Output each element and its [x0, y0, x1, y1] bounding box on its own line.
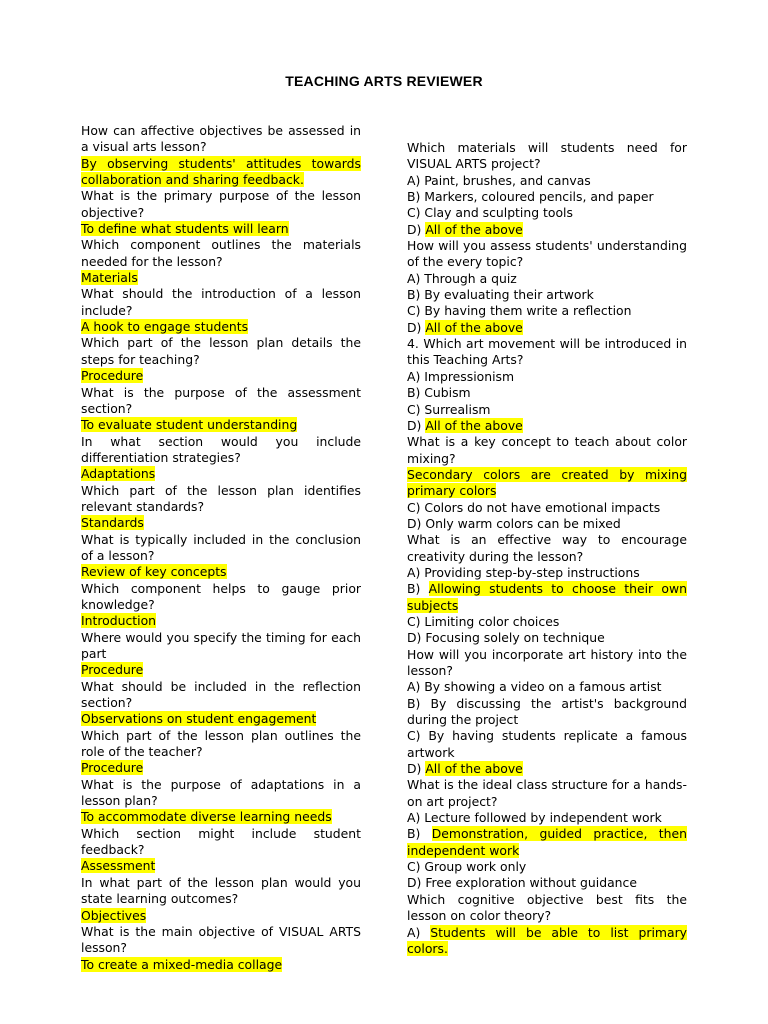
- option-line: [407, 222, 687, 238]
- question-text: Which component helps to gauge prior knowledge?: [81, 580, 361, 612]
- answer-highlight: Standards: [81, 515, 144, 531]
- answer-highlight: All of the above: [425, 221, 523, 237]
- option-line: [407, 925, 687, 958]
- answer-line: [81, 957, 361, 973]
- answer-highlight: Review of key concepts: [81, 564, 227, 580]
- answer-highlight: Introduction: [81, 613, 157, 629]
- option-line: C) Limiting color choices: [407, 613, 560, 629]
- question-text: Which part of the lesson plan identifies relevant standards?: [81, 482, 361, 514]
- answer-line: [81, 613, 361, 629]
- option-line: C) Surrealism: [407, 401, 491, 417]
- option-letter: D): [407, 417, 426, 433]
- answer-highlight: To define what students will learn: [81, 221, 289, 237]
- answer-line: [81, 319, 361, 335]
- option-line: A) Lecture followed by independent work: [407, 810, 662, 826]
- option-line: C) By having them write a reflection: [407, 303, 632, 319]
- question-text: Which component outlines the materials needed for the lesson?: [81, 237, 361, 269]
- option-line: A) By showing a video on a famous artist: [407, 679, 662, 695]
- question-text: Which part of the lesson plan details the steps for teaching?: [81, 335, 361, 367]
- option-line: C) Clay and sculpting tools: [407, 205, 573, 221]
- answer-line: [81, 564, 361, 580]
- question-text: How will you assess students' understanding of the every topic?: [407, 238, 687, 270]
- option-line: A) Impressionism: [407, 368, 515, 384]
- option-letter: A): [407, 924, 431, 940]
- answer-line: [81, 515, 361, 531]
- answer-highlight: Students will be able to list primary colors.: [407, 924, 688, 956]
- question-text: Which cognitive objective best fits the lesson on color theory?: [407, 891, 687, 924]
- question-text: What is typically included in the conclusion of a lesson?: [81, 531, 361, 563]
- option-line: [407, 320, 687, 336]
- answer-line: [81, 270, 361, 286]
- option-line: B) By evaluating their artwork: [407, 287, 594, 303]
- question-text: Which section might include student feedback?: [81, 825, 361, 858]
- option-line: A) Through a quiz: [407, 270, 517, 286]
- question-text: 4. Which art movement will be introduced in this Teaching Arts?: [407, 336, 687, 368]
- answer-highlight: To accommodate diverse learning needs: [81, 809, 332, 825]
- answer-line: [81, 760, 361, 776]
- answer-highlight: To create a mixed-media collage: [81, 956, 283, 972]
- right-column: [407, 140, 687, 957]
- document-title: TEACHING ARTS REVIEWER: [285, 73, 483, 89]
- question-text: What is the primary purpose of the lesson objective?: [81, 188, 361, 220]
- question-text: What should be included in the reflection section?: [81, 678, 361, 711]
- answer-highlight: Objectives: [81, 907, 147, 923]
- option-line: B) Markers, coloured pencils, and paper: [407, 189, 654, 205]
- question-text: In what part of the lesson plan would you state learning outcomes?: [81, 874, 361, 907]
- answer-line: [81, 368, 361, 384]
- question-text: How will you incorporate art history into the lesson?: [407, 646, 687, 678]
- option-line: [407, 418, 687, 434]
- left-column: [81, 123, 361, 973]
- option-line: B) Cubism: [407, 385, 471, 401]
- answer-highlight: Procedure: [81, 662, 144, 678]
- answer-line: [81, 908, 361, 924]
- answer-highlight: By observing students' attitudes towards collaboration and sharing feedback.: [81, 155, 361, 188]
- question-text: Which materials will students need for VISUAL ARTS project?: [407, 140, 687, 172]
- answer-highlight: All of the above: [425, 319, 523, 335]
- question-text: What is the purpose of the assessment section?: [81, 384, 361, 416]
- question-text: What is a key concept to teach about color mixing?: [407, 434, 687, 466]
- option-line: D) Only warm colors can be mixed: [407, 515, 621, 531]
- answer-highlight: Materials: [81, 270, 138, 286]
- option-line: D) Focusing solely on technique: [407, 630, 605, 646]
- option-line: [407, 761, 687, 777]
- option-line: C) By having students replicate a famous artwork: [407, 728, 687, 760]
- answer-line: [81, 417, 361, 433]
- question-text: What should the introduction of a lesson include?: [81, 286, 361, 318]
- option-line: [407, 467, 687, 500]
- answer-highlight: All of the above: [425, 417, 523, 433]
- option-letter: D): [407, 221, 426, 237]
- question-text: What is the ideal class structure for a hands-on art project?: [407, 777, 687, 809]
- question-text: What is the purpose of adaptations in a lesson plan?: [81, 776, 361, 809]
- option-letter: B): [407, 581, 429, 597]
- answer-highlight: Procedure: [81, 760, 144, 776]
- question-text: Which part of the lesson plan outlines the role of the teacher?: [81, 727, 361, 760]
- answer-highlight: A hook to engage students: [81, 319, 249, 335]
- answer-line: [81, 858, 361, 874]
- option-line: C) Group work only: [407, 859, 527, 875]
- answer-highlight: Secondary colors are created by mixing primary colors: [407, 466, 687, 499]
- answer-highlight: Procedure: [81, 368, 144, 384]
- answer-highlight: Adaptations: [81, 466, 156, 482]
- question-text: What is the main objective of VISUAL ARTS lesson?: [81, 923, 361, 956]
- option-line: A) Paint, brushes, and canvas: [407, 172, 591, 188]
- answer-highlight: Assessment: [81, 858, 156, 874]
- option-letter: D): [407, 761, 426, 777]
- answer-line: [81, 466, 361, 482]
- answer-line: [81, 662, 361, 678]
- answer-highlight: Demonstration, guided practice, then independent work: [407, 826, 687, 858]
- option-letter: D): [407, 319, 426, 335]
- option-letter: B): [407, 826, 432, 842]
- answer-highlight: Allowing students to choose their own subjects: [407, 581, 687, 613]
- answer-highlight: To evaluate student understanding: [81, 417, 298, 433]
- option-line: [407, 581, 687, 614]
- answer-highlight: All of the above: [425, 761, 523, 777]
- answer-highlight: Observations on student engagement: [81, 711, 317, 727]
- answer-line: [81, 711, 361, 727]
- option-line: [407, 826, 687, 859]
- question-text: In what section would you include differentiation strategies?: [81, 433, 361, 465]
- answer-line: [81, 221, 361, 237]
- question-text: Where would you specify the timing for each part: [81, 629, 361, 661]
- option-line: A) Providing step-by-step instructions: [407, 564, 640, 580]
- option-line: C) Colors do not have emotional impacts: [407, 499, 661, 515]
- option-line: D) Free exploration without guidance: [407, 875, 637, 891]
- answer-line: [81, 809, 361, 825]
- question-text: What is an effective way to encourage creativity during the lesson?: [407, 532, 687, 564]
- option-line: B) By discussing the artist's background during the project: [407, 695, 687, 728]
- answer-line: [81, 156, 361, 189]
- question-text: How can affective objectives be assessed in a visual arts lesson?: [81, 123, 361, 155]
